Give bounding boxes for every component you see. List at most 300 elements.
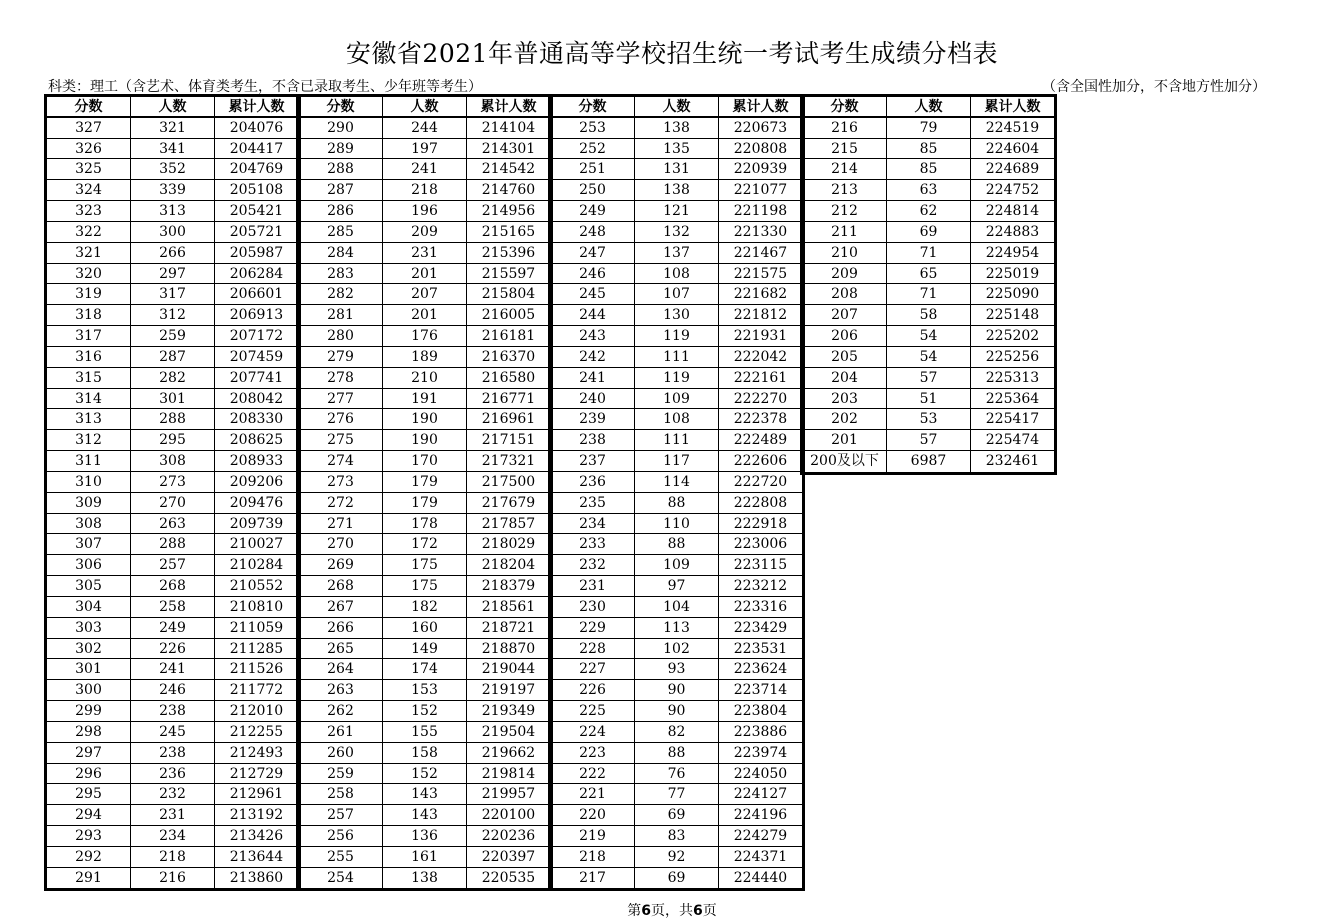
table-row [47,118,298,139]
cumulative-cell: 217321 [481,453,536,470]
score-cell: 216 [803,118,887,138]
table-row [47,784,298,805]
count-cell: 119 [635,368,719,388]
table-row [551,868,802,889]
cumulative-cell: 223006 [733,536,788,553]
table-row [47,451,298,472]
table-row [551,534,802,555]
cumulative-cell: 224127 [733,786,788,803]
cumulative-cell: 224519 [985,119,1040,136]
score-cell: 213 [803,180,887,200]
table-header-row [299,97,550,118]
table-row [551,430,802,451]
score-cell: 206 [803,326,887,346]
score-cell: 302 [47,639,131,659]
cumulative-cell: 224604 [985,140,1040,157]
score-cell: 261 [299,722,383,742]
table-row [551,576,802,597]
score-cell: 260 [299,743,383,763]
count-cell: 266 [131,243,215,263]
table-row [551,284,802,305]
cumulative-cell: 221467 [733,244,788,261]
table-row [299,243,550,264]
table-row [803,201,1054,222]
table-row [47,284,298,305]
score-cell: 312 [47,430,131,450]
cumulative-cell: 207172 [229,328,284,345]
score-cell: 300 [47,680,131,700]
count-cell: 317 [131,284,215,304]
table-row [803,243,1054,264]
table-row [299,201,550,222]
count-cell: 119 [635,326,719,346]
table-row [47,639,298,660]
table-row [299,784,550,805]
score-table-1 [44,94,301,891]
score-cell: 274 [299,451,383,471]
score-cell: 200及以下 [803,451,887,472]
column-header: 分数 [803,97,887,118]
count-cell: 102 [635,639,719,659]
score-cell: 326 [47,139,131,159]
count-cell: 244 [383,118,467,138]
count-cell: 172 [383,534,467,554]
cumulative-cell: 222161 [733,369,788,386]
cumulative-cell: 208933 [229,453,284,470]
table-row [47,305,298,326]
table-row [299,222,550,243]
cumulative-cell: 224279 [733,827,788,844]
cumulative-cell: 205108 [229,182,284,199]
count-cell: 69 [635,805,719,825]
count-cell: 308 [131,451,215,471]
cumulative-cell: 221077 [733,182,788,199]
cumulative-cell: 218379 [481,578,536,595]
count-cell: 234 [131,826,215,846]
count-cell: 131 [635,159,719,179]
score-cell: 275 [299,430,383,450]
table-row [551,264,802,285]
cumulative-cell: 225090 [985,286,1040,303]
count-cell: 179 [383,493,467,513]
table-row [47,805,298,826]
count-cell: 149 [383,639,467,659]
count-cell: 85 [887,139,971,159]
cumulative-cell: 224689 [985,161,1040,178]
table-row [47,139,298,160]
count-cell: 321 [131,118,215,138]
score-cell: 237 [551,451,635,471]
cumulative-cell: 206913 [229,307,284,324]
count-cell: 108 [635,409,719,429]
cumulative-cell: 222270 [733,390,788,407]
score-cell: 287 [299,180,383,200]
cumulative-cell: 217679 [481,494,536,511]
table-row [47,201,298,222]
table-row [551,305,802,326]
table-row [299,409,550,430]
table-row [299,284,550,305]
count-cell: 226 [131,639,215,659]
count-cell: 182 [383,597,467,617]
score-cell: 239 [551,409,635,429]
score-cell: 204 [803,368,887,388]
score-cell: 259 [299,764,383,784]
count-cell: 63 [887,180,971,200]
page-footer: 第6页，共6页 [627,903,717,919]
count-cell: 312 [131,305,215,325]
score-cell: 308 [47,514,131,534]
cumulative-cell: 221330 [733,223,788,240]
count-cell: 108 [635,264,719,284]
table-row [299,534,550,555]
cumulative-cell: 219957 [481,786,536,803]
table-row [803,326,1054,347]
score-cell: 270 [299,534,383,554]
score-cell: 311 [47,451,131,471]
score-cell: 247 [551,243,635,263]
score-cell: 253 [551,118,635,138]
cumulative-cell: 212255 [229,723,284,740]
cumulative-cell: 223212 [733,578,788,595]
table-row [551,659,802,680]
count-cell: 65 [887,264,971,284]
score-cell: 220 [551,805,635,825]
score-cell: 212 [803,201,887,221]
count-cell: 231 [383,243,467,263]
table-row [299,680,550,701]
table-row [47,847,298,868]
page-title: 安徽省2021年普通高等学校招生统一考试考生成绩分档表 [345,39,999,68]
table-row [551,514,802,535]
total-pages: 6 [693,903,703,919]
table-row [803,409,1054,430]
score-cell: 279 [299,347,383,367]
count-cell: 138 [635,180,719,200]
score-cell: 238 [551,430,635,450]
cumulative-cell: 220939 [733,161,788,178]
score-cell: 271 [299,514,383,534]
score-cell: 227 [551,659,635,679]
count-cell: 175 [383,576,467,596]
score-cell: 276 [299,409,383,429]
cumulative-cell: 215804 [481,286,536,303]
cumulative-cell: 225202 [985,328,1040,345]
cumulative-cell: 218870 [481,640,536,657]
count-cell: 6987 [887,451,971,472]
count-cell: 207 [383,284,467,304]
score-cell: 309 [47,493,131,513]
table-row [47,534,298,555]
count-cell: 143 [383,805,467,825]
score-cell: 234 [551,514,635,534]
table-row [803,284,1054,305]
cumulative-cell: 225313 [985,369,1040,386]
count-cell: 245 [131,722,215,742]
cumulative-cell: 213426 [229,827,284,844]
cumulative-cell: 218204 [481,557,536,574]
score-cell: 280 [299,326,383,346]
table-row [299,618,550,639]
score-cell: 240 [551,389,635,409]
score-cell: 251 [551,159,635,179]
score-cell: 267 [299,597,383,617]
count-cell: 174 [383,659,467,679]
cumulative-cell: 225256 [985,348,1040,365]
cumulative-cell: 214542 [481,161,536,178]
table-row [803,180,1054,201]
table-row [551,618,802,639]
score-cell: 296 [47,764,131,784]
cumulative-cell: 212961 [229,786,284,803]
table-row [299,868,550,889]
count-cell: 97 [635,576,719,596]
cumulative-cell: 225148 [985,307,1040,324]
count-cell: 69 [635,868,719,889]
table-row [551,555,802,576]
table-row [803,159,1054,180]
score-cell: 235 [551,493,635,513]
score-cell: 277 [299,389,383,409]
table-row [299,493,550,514]
score-cell: 209 [803,264,887,284]
cumulative-cell: 215165 [481,223,536,240]
table-row [551,805,802,826]
table-header-row [47,97,298,118]
table-row [551,847,802,868]
count-cell: 341 [131,139,215,159]
count-cell: 153 [383,680,467,700]
cumulative-cell: 219044 [481,661,536,678]
cumulative-cell: 216961 [481,411,536,428]
cumulative-cell: 206284 [229,265,284,282]
table-row [47,680,298,701]
table-row [47,826,298,847]
table-row [47,659,298,680]
table-row [47,389,298,410]
score-cell: 314 [47,389,131,409]
score-cell: 303 [47,618,131,638]
count-cell: 93 [635,659,719,679]
score-cell: 284 [299,243,383,263]
score-cell: 217 [551,868,635,889]
score-cell: 282 [299,284,383,304]
current-page: 6 [641,903,651,919]
count-cell: 170 [383,451,467,471]
table-row [47,514,298,535]
count-cell: 135 [635,139,719,159]
cumulative-cell: 219504 [481,723,536,740]
count-cell: 241 [131,659,215,679]
column-header: 累计人数 [719,97,802,118]
score-cell: 257 [299,805,383,825]
table-row [47,368,298,389]
score-cell: 283 [299,264,383,284]
cumulative-cell: 224196 [733,807,788,824]
category-note: 科类：理工（含艺术、体育类考生，不含已录取考生、少年班等考生） [48,79,482,95]
table-row [551,180,802,201]
count-cell: 218 [383,180,467,200]
score-cell: 304 [47,597,131,617]
count-cell: 282 [131,368,215,388]
table-row [47,597,298,618]
count-cell: 161 [383,847,467,867]
table-row [803,222,1054,243]
cumulative-cell: 222808 [733,494,788,511]
table-row [299,764,550,785]
score-cell: 307 [47,534,131,554]
cumulative-cell: 220236 [481,827,536,844]
table-row [47,764,298,785]
score-cell: 315 [47,368,131,388]
cumulative-cell: 210810 [229,598,284,615]
cumulative-cell: 220673 [733,119,788,136]
cumulative-cell: 223115 [733,557,788,574]
cumulative-cell: 223714 [733,682,788,699]
cumulative-cell: 214301 [481,140,536,157]
cumulative-cell: 219662 [481,744,536,761]
score-cell: 232 [551,555,635,575]
score-cell: 263 [299,680,383,700]
score-cell: 205 [803,347,887,367]
cumulative-cell: 219349 [481,703,536,720]
count-cell: 109 [635,389,719,409]
table-header-row [803,97,1054,118]
column-header: 分数 [299,97,383,118]
score-table-2 [296,94,553,891]
count-cell: 189 [383,347,467,367]
score-cell: 273 [299,472,383,492]
count-cell: 107 [635,284,719,304]
cumulative-cell: 210552 [229,578,284,595]
score-cell: 222 [551,764,635,784]
cumulative-cell: 222489 [733,432,788,449]
score-cell: 305 [47,576,131,596]
score-cell: 245 [551,284,635,304]
table-row [551,159,802,180]
count-cell: 232 [131,784,215,804]
table-row [299,555,550,576]
score-cell: 201 [803,430,887,450]
count-cell: 190 [383,409,467,429]
cumulative-cell: 216370 [481,348,536,365]
cumulative-cell: 224814 [985,203,1040,220]
cumulative-cell: 214760 [481,182,536,199]
table-row [299,639,550,660]
table-row [551,680,802,701]
cumulative-cell: 222378 [733,411,788,428]
score-cell: 295 [47,784,131,804]
count-cell: 53 [887,409,971,429]
cumulative-cell: 221812 [733,307,788,324]
score-cell: 225 [551,701,635,721]
cumulative-cell: 210027 [229,536,284,553]
table-row [299,180,550,201]
score-cell: 321 [47,243,131,263]
score-cell: 230 [551,597,635,617]
count-cell: 69 [887,222,971,242]
table-row [299,826,550,847]
cumulative-cell: 211772 [229,682,284,699]
score-cell: 325 [47,159,131,179]
count-cell: 111 [635,347,719,367]
table-row [299,847,550,868]
score-cell: 252 [551,139,635,159]
score-cell: 262 [299,701,383,721]
score-cell: 297 [47,743,131,763]
count-cell: 297 [131,264,215,284]
count-cell: 295 [131,430,215,450]
cumulative-cell: 209206 [229,473,284,490]
table-row [551,472,802,493]
table-row [299,451,550,472]
score-cell: 298 [47,722,131,742]
table-row [299,597,550,618]
cumulative-cell: 223624 [733,661,788,678]
count-cell: 300 [131,222,215,242]
count-cell: 121 [635,201,719,221]
table-row [299,305,550,326]
count-cell: 130 [635,305,719,325]
score-cell: 242 [551,347,635,367]
count-cell: 152 [383,764,467,784]
table-row [47,409,298,430]
table-row [47,347,298,368]
count-cell: 54 [887,347,971,367]
count-cell: 58 [887,305,971,325]
count-cell: 175 [383,555,467,575]
table-row [47,743,298,764]
table-row [803,264,1054,285]
table-row [47,222,298,243]
count-cell: 104 [635,597,719,617]
column-header: 累计人数 [215,97,298,118]
count-cell: 136 [383,826,467,846]
column-header: 累计人数 [467,97,550,118]
count-cell: 179 [383,472,467,492]
cumulative-cell: 207459 [229,348,284,365]
table-row [47,701,298,722]
score-cell: 228 [551,639,635,659]
count-cell: 152 [383,701,467,721]
cumulative-cell: 213644 [229,848,284,865]
count-cell: 51 [887,389,971,409]
count-cell: 57 [887,430,971,450]
cumulative-cell: 220808 [733,140,788,157]
table-row [299,722,550,743]
cumulative-cell: 214956 [481,203,536,220]
score-cell: 288 [299,159,383,179]
score-cell: 301 [47,659,131,679]
count-cell: 216 [131,868,215,889]
cumulative-cell: 220100 [481,807,536,824]
column-header: 人数 [383,97,467,118]
score-cell: 268 [299,576,383,596]
count-cell: 77 [635,784,719,804]
table-row [299,347,550,368]
count-cell: 143 [383,784,467,804]
score-cell: 258 [299,784,383,804]
count-cell: 301 [131,389,215,409]
cumulative-cell: 205987 [229,244,284,261]
cumulative-cell: 221198 [733,203,788,220]
table-row [551,222,802,243]
count-cell: 79 [887,118,971,138]
count-cell: 190 [383,430,467,450]
table-row [47,722,298,743]
cumulative-cell: 224050 [733,765,788,782]
score-cell: 306 [47,555,131,575]
